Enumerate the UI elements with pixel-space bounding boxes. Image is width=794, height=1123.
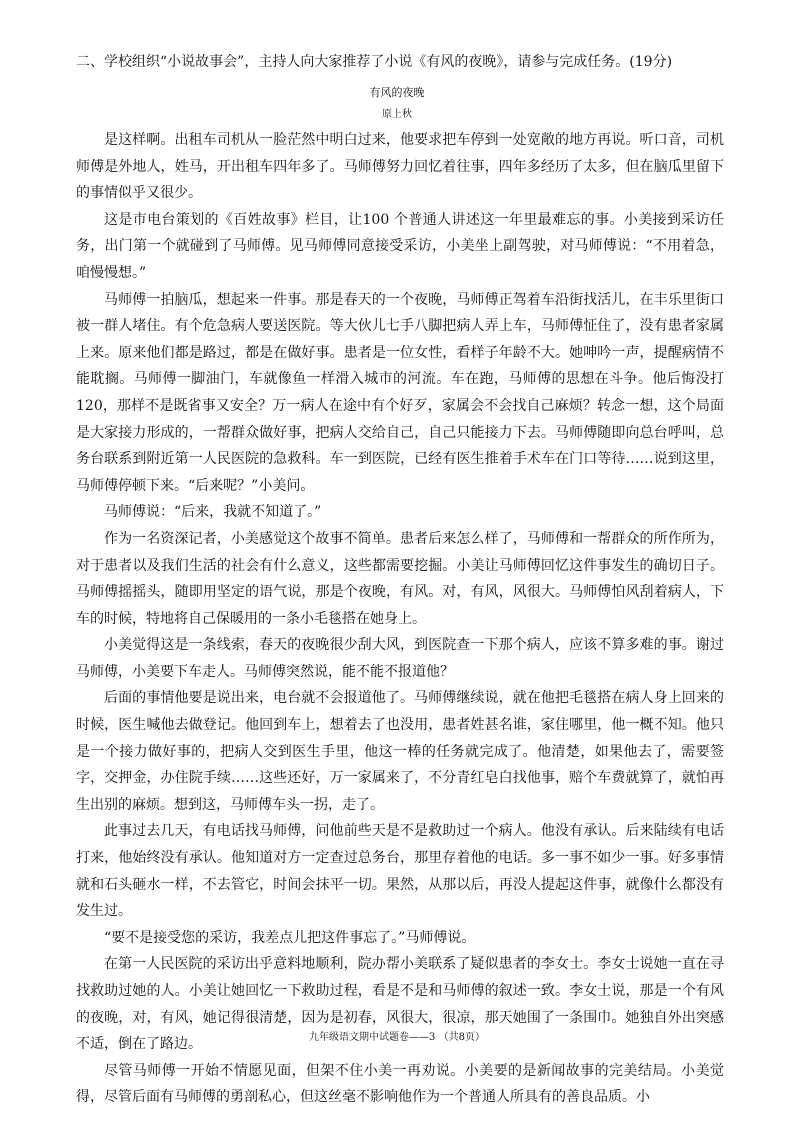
paragraph: 尽管马师傅一开始不情愿见面，但架不住小美一再劝说。小美要的是新闻故事的完美结局。小美觉得，尽管后面有马师傅的勇剖私心，但这丝毫不影响他作为一个普通人所具有的善良品质。小 xyxy=(76,1062,724,1106)
paragraph: “要不是接受您的采访，我差点儿把这件事忘了。”马师傅说。 xyxy=(104,929,476,946)
story-title: 有风的夜晚 xyxy=(369,86,425,99)
story-author: 原上秋 xyxy=(382,109,412,120)
section-heading: 二、学校组织“小说故事会”，主持人向大家推荐了小说《有风的夜晚》，请参与完成任务。(19分) xyxy=(76,54,673,70)
story-body xyxy=(76,127,724,1111)
paragraph: 马师傅说：“后来，我就不知道了。” xyxy=(104,504,322,521)
paragraph: 后面的事情他要是说出来，电台就不会报道他了。马师傅继续说，就在他把毛毯搭在病人身上回来的时候，医生喊他去做登记。他回到车上，想着去了也没用，患者姓甚名谁，家住哪里，他一概不知。他只是一个接力做好事的，把病人交到医生手里，他这一棒的任务就完成了。他清楚，如果他去了，需要签字，交押金，办住院手续……这些还好，万一家属来了，不分青红皂白找他事，赔个车费就算了，就怕再生出别的麻烦。想到这，马师傅车头一拐，走了。 xyxy=(76,690,724,813)
paragraph: 此事过去几天，有电话找马师傅，问他前些天是不是救助过一个病人。他没有承认。后来陆续有电话打来，他始终没有承认。他知道对方一定查过总务台，那里存着他的电话。多一事不如少一事。好多事情就和石头砸水一样，不去管它，时间会抹平一切。果然，从那以后，再没人提起这件事，就像什么都没有发生过。 xyxy=(76,823,724,920)
paragraph: 小美觉得这是一条线索，春天的夜晚很少刮大风，到医院查一下那个病人，应该不算多难的事。谢过马师傅，小美要下车走人。马师傅突然说，能不能不报道他？ xyxy=(76,637,724,680)
paragraph: 是这样啊。出租车司机从一脸茫然中明白过来，他要求把车停到一处宽敞的地方再说。听口音，司机师傅是外地人，姓马，开出租车四年多了。马师傅努力回忆着往事，四年多经历了太多，但在脑瓜里留下的事情似乎又很少。 xyxy=(76,132,724,202)
paragraph: 这是市电台策划的《百姓故事》栏目，让100 个普通人讲述这一年里最难忘的事。小美接到采访任务，出门第一个就碰到了马师傅。见马师傅同意接受采访，小美坐上副驾驶，对马师傅说：“不用着急，咱慢慢想。” xyxy=(76,211,724,281)
paragraph: 马师傅一拍脑瓜，想起来一件事。那是春天的一个夜晚，马师傅正驾着车沿街找活儿，在丰乐里街口被一群人堵住。有个危急病人要送医院。等大伙儿七手八脚把病人弄上车，马师傅怔住了，没有患者家属上来。原来他们都是路过，都是在做好事。患者是一位女性，看样子年龄不大。她呻吟一声，提醒病情不能耽搁。马师傅一脚油门，车就像鱼一样滑入城市的河流。车在跑，马师傅的思想在斗争。他后悔没打120，那样不是既省事又安全？万一病人在途中有个好歹，家属会不会找自己麻烦？转念一想，这个局面是大家接力形成的，一帮群众做好事，把病人交给自己，自己只能接力下去。马师傅随即向总台呼叫，总务台联系到附近第一人民医院的急救科。车一到医院，已经有医生推着手术车在门口等待……说到这里，马师傅停顿下来。“后来呢？”小美问。 xyxy=(76,291,724,494)
paragraph: 在第一人民医院的采访出乎意料地顺利，院办帮小美联系了疑似患者的李女士。李女士说她一直在寻找救助过她的人。小美让她回忆一下救助过程，看是不是和马师傅的叙述一致。李女士说，那是一个有风的夜晚，对，有风，她记得很清楚，因为是初春，风很大，很凉，那天她围了一条围巾。她独自外出突感不适，倒在了路边。 xyxy=(76,956,724,1053)
page-footer: 九年级语文期中试题卷——3 （共8页） xyxy=(309,1032,485,1043)
paragraph: 作为一名资深记者，小美感觉这个故事不简单。患者后来怎么样了，马师傅和一帮群众的所作所为，对于患者以及我们生活的社会有什么意义，这些都需要挖掘。小美让马师傅回忆这件事发生的确切日子。马师傅摇摇头，随即用坚定的语气说，那是个夜晚，有风。对，有风，风很大。马师傅怕风刮着病人，下车的时候，特地将自己保暖用的一条小毛毯搭在她身上。 xyxy=(76,530,724,627)
